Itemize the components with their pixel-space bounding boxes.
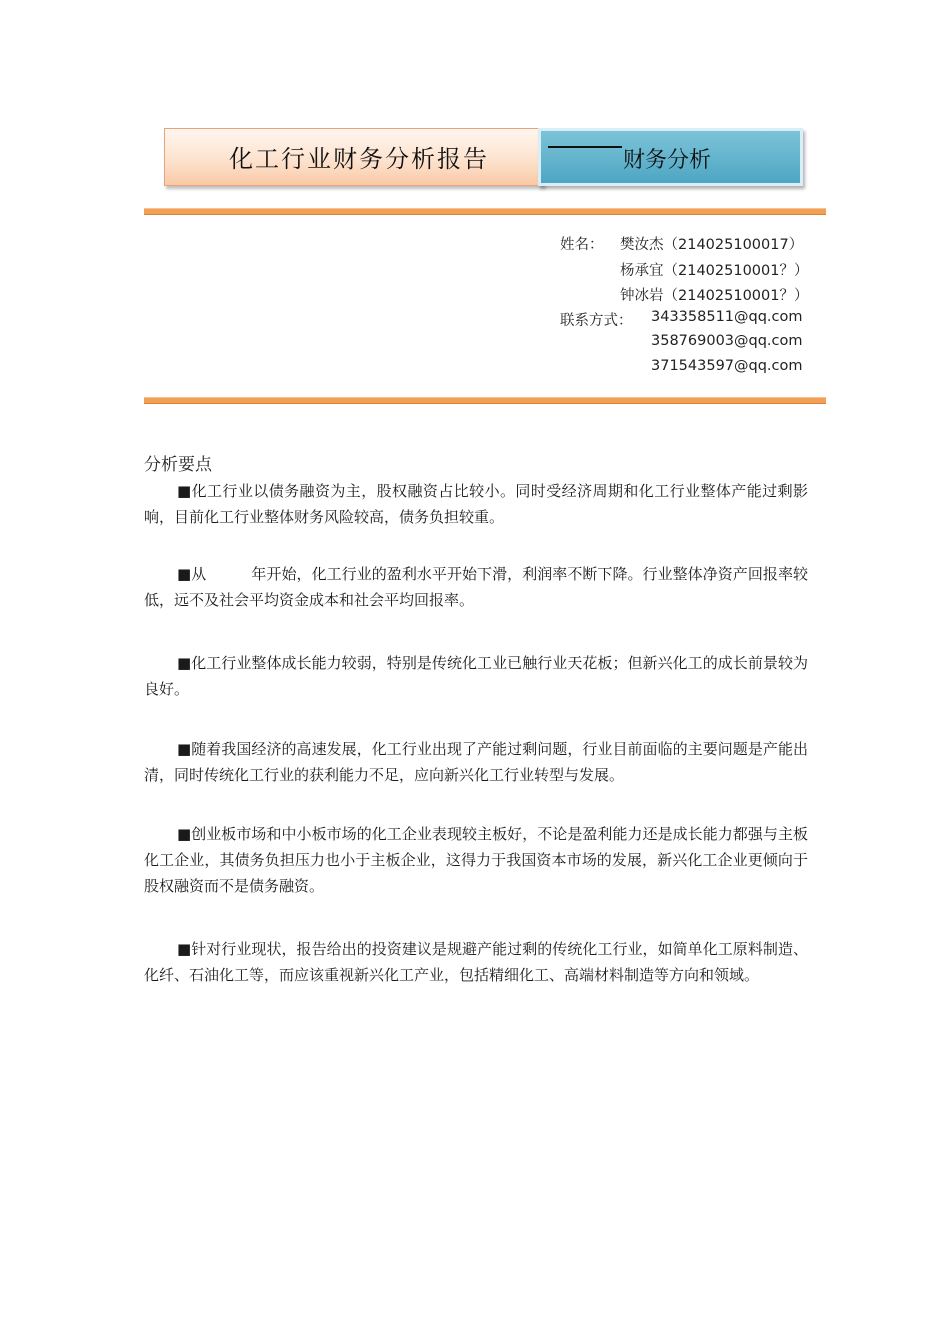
email-3: 371543597@qq.com — [651, 358, 803, 374]
bottom-rule — [144, 397, 826, 404]
analysis-point-2: ■从 年开始，化工行业的盈利水平开始下滑，利润率不断下降。行业整体净资产回报率较低，远不及社会平均资金成本和社会平均回报率。 — [144, 565, 808, 609]
title-dash-divider — [548, 146, 622, 148]
author-name-3: 钟冰岩（21402510001？） — [620, 288, 809, 304]
title-banner-sub — [538, 128, 803, 186]
analysis-point-3: ■化工行业整体成长能力较弱，特别是传统化工业已触行业天花板；但新兴化工的成长前景较为良好。 — [144, 654, 808, 698]
section-heading: 分析要点 — [144, 455, 212, 475]
contact-label: 联系方式： — [560, 313, 633, 329]
analysis-point-5: ■创业板市场和中小板市场的化工企业表现较主板好，不论是盈利能力还是成长能力都强与主板化工企业，其债务负担压力也小于主板企业，这得力于我国资本市场的发展，新兴化工企业更倾向于股权融资而不是债务融资。 — [144, 825, 808, 895]
name-label: 姓名： — [560, 237, 604, 253]
analysis-point-1: ■化工行业以债务融资为主，股权融资占比较小。同时受经济周期和化工行业整体产能过剩影响，目前化工行业整体财务风险较高，债务负担较重。 — [144, 482, 808, 526]
report-title: 化工行业财务分析报告 — [229, 145, 489, 173]
author-name-1: 樊汝杰（214025100017） — [620, 237, 804, 253]
report-subtitle: 财务分析 — [623, 148, 712, 173]
author-name-2: 杨承宜（21402510001？） — [620, 263, 809, 279]
title-banner-main — [164, 128, 544, 186]
email-1: 343358511@qq.com — [651, 309, 803, 325]
top-rule — [144, 208, 826, 215]
email-2: 358769003@qq.com — [651, 333, 803, 349]
analysis-point-4: ■随着我国经济的高速发展，化工行业出现了产能过剩问题，行业目前面临的主要问题是产能出清，同时传统化工行业的获利能力不足，应向新兴化工行业转型与发展。 — [144, 740, 808, 784]
analysis-point-6: ■针对行业现状，报告给出的投资建议是规避产能过剩的传统化工行业，如简单化工原料制造、化纤、石油化工等，而应该重视新兴化工产业，包括精细化工、高端材料制造等方向和领域。 — [144, 940, 808, 984]
